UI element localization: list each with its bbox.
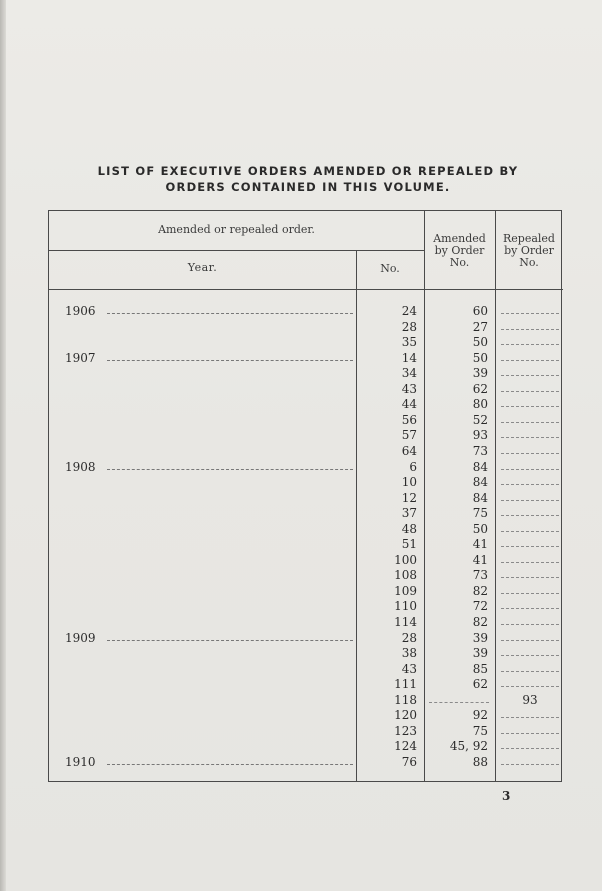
orders-table — [48, 210, 562, 782]
row-amended-by: 41 — [472, 552, 488, 567]
amended-empty-dashes — [429, 702, 489, 703]
row-order-no: 114 — [394, 615, 417, 629]
group-header: Amended or repealed order. — [158, 223, 315, 236]
row-order-no: 14 — [401, 350, 417, 365]
row-amended-by: 82 — [472, 583, 488, 598]
repealed-empty-dashes — [501, 313, 559, 314]
repealed-empty-dashes — [501, 453, 559, 454]
row-amended-by: 85 — [472, 661, 488, 676]
repealed-empty-dashes — [501, 748, 559, 749]
year-leader-dots — [107, 360, 353, 361]
table-row — [49, 506, 563, 522]
table-row — [49, 708, 563, 724]
repealed-empty-dashes — [501, 764, 559, 765]
no-header: No. — [380, 262, 400, 275]
row-year: 1909 — [65, 630, 96, 645]
row-order-no: 51 — [401, 537, 417, 552]
table-row — [49, 413, 563, 429]
row-order-no: 35 — [401, 335, 417, 350]
year-leader-dots — [107, 469, 353, 470]
repealed-empty-dashes — [501, 717, 559, 718]
repealed-empty-dashes — [501, 515, 559, 516]
row-amended-by: 84 — [472, 490, 488, 505]
table-row — [49, 444, 563, 460]
repealed-empty-dashes — [501, 391, 559, 392]
row-amended-by: 72 — [472, 599, 488, 614]
repealed-empty-dashes — [501, 686, 559, 687]
row-order-no: 124 — [394, 739, 417, 754]
row-amended-by: 80 — [472, 397, 488, 412]
table-row — [49, 662, 563, 678]
row-order-no: 28 — [401, 319, 417, 334]
row-amended-by: 50 — [472, 335, 488, 350]
row-year: 1908 — [65, 459, 96, 474]
table-row — [49, 522, 563, 538]
table-row — [49, 599, 563, 615]
repealed-empty-dashes — [501, 546, 559, 547]
row-amended-by: 84 — [472, 475, 488, 490]
table-row — [49, 631, 563, 647]
row-order-no: 123 — [394, 723, 417, 738]
amended-header — [424, 233, 495, 269]
row-amended-by: 92 — [472, 708, 488, 723]
amended-header-line2: by Order — [434, 244, 485, 257]
table-row — [49, 537, 563, 553]
table-row — [49, 739, 563, 755]
table-row — [49, 320, 563, 336]
row-order-no: 43 — [401, 661, 417, 676]
row-amended-by: 39 — [472, 630, 488, 645]
row-amended-by: 60 — [472, 304, 488, 318]
repealed-empty-dashes — [501, 562, 559, 563]
repealed-empty-dashes — [501, 344, 559, 345]
repealed-empty-dashes — [501, 593, 559, 594]
row-year: 1907 — [65, 350, 96, 365]
amended-header-line1: Amended — [433, 232, 486, 245]
repealed-empty-dashes — [501, 531, 559, 532]
row-amended-by: 75 — [472, 506, 488, 521]
repealed-empty-dashes — [501, 360, 559, 361]
row-order-no: 48 — [401, 521, 417, 536]
table-row — [49, 366, 563, 382]
repealed-empty-dashes — [501, 640, 559, 641]
amended-header-line3: No. — [449, 256, 470, 269]
repealed-header-line3: No. — [519, 256, 539, 269]
page-number: 3 — [502, 789, 511, 803]
row-amended-by: 82 — [472, 615, 488, 629]
row-year: 1906 — [65, 304, 96, 318]
repealed-empty-dashes — [501, 577, 559, 578]
row-year: 1910 — [65, 754, 96, 769]
row-order-no: 12 — [401, 490, 417, 505]
row-order-no: 44 — [401, 397, 417, 412]
table-row — [49, 335, 563, 351]
row-amended-by: 93 — [472, 428, 488, 443]
table-row — [49, 693, 563, 709]
table-row — [49, 615, 563, 631]
repealed-empty-dashes — [501, 375, 559, 376]
row-order-no: 111 — [394, 677, 417, 692]
row-amended-by: 62 — [472, 381, 488, 396]
repealed-header-line2: by Order — [504, 244, 554, 257]
repealed-header-line1: Repealed — [503, 232, 555, 245]
row-order-no: 10 — [401, 475, 417, 490]
row-order-no: 38 — [401, 646, 417, 661]
row-order-no: 56 — [401, 412, 417, 427]
row-amended-by: 45, 92 — [449, 739, 488, 754]
row-amended-by: 52 — [472, 412, 488, 427]
row-order-no: 110 — [394, 599, 417, 614]
repealed-empty-dashes — [501, 500, 559, 501]
table-row — [49, 397, 563, 413]
table-row — [49, 475, 563, 491]
year-leader-dots — [107, 640, 353, 641]
row-order-no: 108 — [394, 568, 417, 583]
row-amended-by: 84 — [472, 459, 488, 474]
table-row — [49, 584, 563, 600]
row-amended-by: 73 — [472, 443, 488, 458]
year-leader-dots — [107, 313, 353, 314]
table-row — [49, 553, 563, 569]
repealed-empty-dashes — [501, 437, 559, 438]
row-amended-by: 39 — [472, 366, 488, 381]
repealed-empty-dashes — [501, 624, 559, 625]
header-bottom-line — [49, 289, 563, 290]
row-amended-by: 41 — [472, 537, 488, 552]
repealed-empty-dashes — [501, 484, 559, 485]
table-row — [49, 382, 563, 398]
header-split-line — [49, 250, 424, 251]
repealed-empty-dashes — [501, 733, 559, 734]
table-row — [49, 724, 563, 740]
table-row — [49, 677, 563, 693]
table-row — [49, 351, 563, 367]
row-amended-by: 39 — [472, 646, 488, 661]
repealed-empty-dashes — [501, 671, 559, 672]
row-order-no: 109 — [394, 583, 417, 598]
page-edge — [0, 0, 6, 891]
row-order-no: 24 — [401, 304, 417, 318]
row-amended-by: 75 — [472, 723, 488, 738]
year-header: Year. — [187, 261, 218, 274]
row-amended-by: 50 — [472, 350, 488, 365]
table-row — [49, 460, 563, 476]
page-title-line1: LIST OF EXECUTIVE ORDERS AMENDED OR REPEALED BY — [97, 164, 519, 178]
row-order-no: 120 — [394, 708, 417, 723]
row-order-no: 28 — [401, 630, 417, 645]
row-amended-by: 88 — [472, 754, 488, 769]
table-row — [49, 428, 563, 444]
year-leader-dots — [107, 764, 353, 765]
row-order-no: 100 — [394, 552, 417, 567]
row-amended-by: 62 — [472, 677, 488, 692]
table-row — [49, 755, 563, 771]
row-order-no: 76 — [401, 754, 417, 769]
row-order-no: 6 — [409, 459, 417, 474]
repealed-empty-dashes — [501, 406, 559, 407]
row-order-no: 43 — [401, 381, 417, 396]
repealed-empty-dashes — [501, 329, 559, 330]
repealed-empty-dashes — [501, 655, 559, 656]
table-row — [49, 646, 563, 662]
repealed-empty-dashes — [501, 422, 559, 423]
table-row — [49, 568, 563, 584]
row-order-no: 37 — [401, 506, 417, 521]
row-amended-by: 73 — [472, 568, 488, 583]
row-order-no: 118 — [394, 692, 417, 707]
row-repealed-by: 93 — [522, 692, 538, 707]
row-order-no: 34 — [401, 366, 417, 381]
table-row — [49, 304, 563, 320]
row-order-no: 64 — [401, 443, 417, 458]
repealed-header — [495, 233, 563, 269]
row-order-no: 57 — [401, 428, 417, 443]
row-amended-by: 27 — [472, 319, 488, 334]
row-amended-by: 50 — [472, 521, 488, 536]
repealed-empty-dashes — [501, 608, 559, 609]
table-row — [49, 491, 563, 507]
repealed-empty-dashes — [501, 469, 559, 470]
page-title-line2: ORDERS CONTAINED IN THIS VOLUME. — [165, 180, 451, 194]
